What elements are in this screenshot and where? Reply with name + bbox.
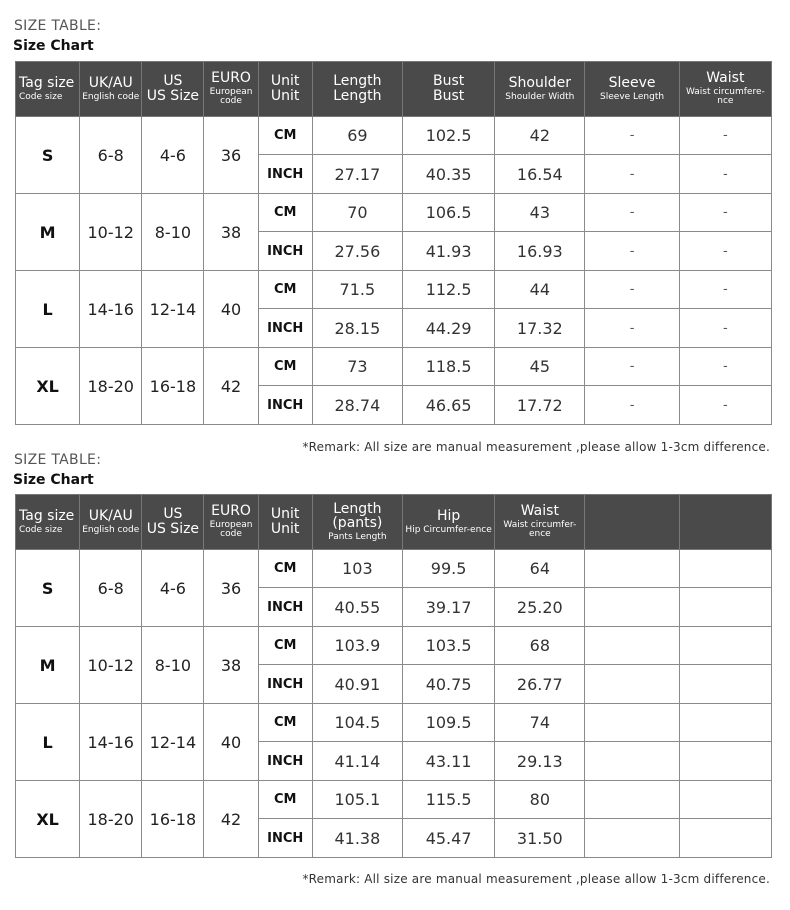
unit-cm-cell: CM xyxy=(258,627,312,665)
bust-cell: 102.5 xyxy=(402,117,494,155)
us-cell: 4-6 xyxy=(142,550,204,627)
waist-cell: - xyxy=(679,194,771,232)
size-tag-cell: M xyxy=(16,194,80,271)
header-us: US US Size xyxy=(142,495,204,550)
waist-cell: 74 xyxy=(495,704,585,742)
length-cell: 103.9 xyxy=(312,627,402,665)
hip-cell: 99.5 xyxy=(402,550,494,588)
length-cell: 40.91 xyxy=(312,665,402,704)
header-tag-size: Tag size Code size xyxy=(16,62,80,117)
unit-inch-cell: INCH xyxy=(258,232,312,271)
uk-au-cell: 14-16 xyxy=(80,704,142,781)
empty-cell xyxy=(585,588,679,627)
length-cell: 71.5 xyxy=(312,271,402,309)
us-cell: 16-18 xyxy=(142,348,204,425)
size-table xyxy=(15,494,772,858)
euro-cell: 40 xyxy=(204,271,258,348)
size-tag-cell: L xyxy=(16,271,80,348)
sleeve-cell: - xyxy=(585,194,679,232)
euro-cell: 36 xyxy=(204,117,258,194)
unit-inch-cell: INCH xyxy=(258,386,312,425)
shoulder-cell: 17.32 xyxy=(495,309,585,348)
length-cell: 105.1 xyxy=(312,781,402,819)
size-tag-cell: S xyxy=(16,550,80,627)
length-cell: 104.5 xyxy=(312,704,402,742)
waist-cell: 31.50 xyxy=(495,819,585,858)
uk-au-cell: 18-20 xyxy=(80,348,142,425)
waist-cell: - xyxy=(679,155,771,194)
sleeve-cell: - xyxy=(585,155,679,194)
length-cell: 70 xyxy=(312,194,402,232)
empty-cell xyxy=(679,704,771,742)
empty-cell xyxy=(679,550,771,588)
waist-cell: - xyxy=(679,271,771,309)
waist-cell: - xyxy=(679,117,771,155)
unit-inch-cell: INCH xyxy=(258,819,312,858)
waist-cell: 64 xyxy=(495,550,585,588)
waist-cell: 68 xyxy=(495,627,585,665)
empty-cell xyxy=(585,781,679,819)
table-body xyxy=(16,550,772,858)
waist-cell: - xyxy=(679,348,771,386)
sleeve-cell: - xyxy=(585,309,679,348)
waist-cell: 29.13 xyxy=(495,742,585,781)
header-row xyxy=(16,495,772,550)
length-cell: 28.74 xyxy=(312,386,402,425)
remark-note: *Remark: All size are manual measurement ,please allow 1-3cm difference. xyxy=(302,440,770,454)
header-unit: Unit Unit xyxy=(258,495,312,550)
table-row xyxy=(16,627,772,665)
sleeve-cell: - xyxy=(585,117,679,155)
header-empty xyxy=(679,495,771,550)
shoulder-cell: 16.54 xyxy=(495,155,585,194)
remark-note: *Remark: All size are manual measurement ,please allow 1-3cm difference. xyxy=(302,872,770,886)
header-uk-au: UK/AU English code xyxy=(80,495,142,550)
bust-cell: 41.93 xyxy=(402,232,494,271)
empty-cell xyxy=(679,665,771,704)
waist-cell: - xyxy=(679,386,771,425)
header-uk-au: UK/AU English code xyxy=(80,62,142,117)
header-tag-size: Tag size Code size xyxy=(16,495,80,550)
length-cell: 41.38 xyxy=(312,819,402,858)
header-waist: Waist Waist circumfere-nce xyxy=(679,62,771,117)
empty-cell xyxy=(585,704,679,742)
unit-inch-cell: INCH xyxy=(258,742,312,781)
length-cell: 73 xyxy=(312,348,402,386)
hip-cell: 115.5 xyxy=(402,781,494,819)
hip-cell: 103.5 xyxy=(402,627,494,665)
size-tag-cell: XL xyxy=(16,781,80,858)
bust-cell: 118.5 xyxy=(402,348,494,386)
empty-cell xyxy=(679,742,771,781)
bust-cell: 106.5 xyxy=(402,194,494,232)
header-waist: Waist Waist circumfer-ence xyxy=(495,495,585,550)
section-subtitle: Size Chart xyxy=(13,38,94,54)
shoulder-cell: 44 xyxy=(495,271,585,309)
waist-cell: - xyxy=(679,309,771,348)
length-cell: 28.15 xyxy=(312,309,402,348)
uk-au-cell: 6-8 xyxy=(80,550,142,627)
waist-cell: 25.20 xyxy=(495,588,585,627)
empty-cell xyxy=(585,742,679,781)
table-row xyxy=(16,704,772,742)
size-tag-cell: XL xyxy=(16,348,80,425)
sleeve-cell: - xyxy=(585,271,679,309)
header-euro: EURO European code xyxy=(204,62,258,117)
length-cell: 103 xyxy=(312,550,402,588)
unit-cm-cell: CM xyxy=(258,271,312,309)
bust-cell: 112.5 xyxy=(402,271,494,309)
euro-cell: 42 xyxy=(204,781,258,858)
waist-cell: 80 xyxy=(495,781,585,819)
empty-cell xyxy=(679,781,771,819)
section-title: SIZE TABLE: xyxy=(14,452,102,468)
hip-cell: 43.11 xyxy=(402,742,494,781)
empty-cell xyxy=(585,550,679,588)
length-cell: 40.55 xyxy=(312,588,402,627)
euro-cell: 36 xyxy=(204,550,258,627)
hip-cell: 109.5 xyxy=(402,704,494,742)
bust-cell: 46.65 xyxy=(402,386,494,425)
header-length-pants: Length (pants) Pants Length xyxy=(312,495,402,550)
empty-cell xyxy=(585,819,679,858)
unit-inch-cell: INCH xyxy=(258,155,312,194)
shoulder-cell: 42 xyxy=(495,117,585,155)
sleeve-cell: - xyxy=(585,386,679,425)
us-cell: 12-14 xyxy=(142,271,204,348)
hip-cell: 40.75 xyxy=(402,665,494,704)
unit-cm-cell: CM xyxy=(258,781,312,819)
shoulder-cell: 45 xyxy=(495,348,585,386)
uk-au-cell: 10-12 xyxy=(80,627,142,704)
header-us: US US Size xyxy=(142,62,204,117)
shoulder-cell: 43 xyxy=(495,194,585,232)
shoulder-cell: 16.93 xyxy=(495,232,585,271)
euro-cell: 40 xyxy=(204,704,258,781)
section-title: SIZE TABLE: xyxy=(14,18,102,34)
header-sleeve: Sleeve Sleeve Length xyxy=(585,62,679,117)
length-cell: 41.14 xyxy=(312,742,402,781)
section-subtitle: Size Chart xyxy=(13,472,94,488)
sleeve-cell: - xyxy=(585,232,679,271)
unit-cm-cell: CM xyxy=(258,550,312,588)
header-euro: EURO European code xyxy=(204,495,258,550)
size-tag-cell: L xyxy=(16,704,80,781)
unit-inch-cell: INCH xyxy=(258,588,312,627)
unit-inch-cell: INCH xyxy=(258,665,312,704)
waist-cell: - xyxy=(679,232,771,271)
header-bust: Bust Bust xyxy=(402,62,494,117)
us-cell: 16-18 xyxy=(142,781,204,858)
us-cell: 8-10 xyxy=(142,194,204,271)
unit-cm-cell: CM xyxy=(258,704,312,742)
empty-cell xyxy=(679,819,771,858)
empty-cell xyxy=(679,627,771,665)
table-row xyxy=(16,550,772,588)
us-cell: 8-10 xyxy=(142,627,204,704)
euro-cell: 42 xyxy=(204,348,258,425)
sleeve-cell: - xyxy=(585,348,679,386)
hip-cell: 39.17 xyxy=(402,588,494,627)
length-cell: 69 xyxy=(312,117,402,155)
empty-cell xyxy=(679,588,771,627)
table-row xyxy=(16,781,772,819)
uk-au-cell: 6-8 xyxy=(80,117,142,194)
us-cell: 12-14 xyxy=(142,704,204,781)
us-cell: 4-6 xyxy=(142,117,204,194)
size-tag-cell: M xyxy=(16,627,80,704)
header-length: Length Length xyxy=(312,62,402,117)
length-cell: 27.17 xyxy=(312,155,402,194)
waist-cell: 26.77 xyxy=(495,665,585,704)
header-empty xyxy=(585,495,679,550)
uk-au-cell: 18-20 xyxy=(80,781,142,858)
header-unit: Unit Unit xyxy=(258,62,312,117)
header-hip: Hip Hip Circumfer-ence xyxy=(402,495,494,550)
unit-cm-cell: CM xyxy=(258,194,312,232)
unit-cm-cell: CM xyxy=(258,348,312,386)
unit-cm-cell: CM xyxy=(258,117,312,155)
uk-au-cell: 10-12 xyxy=(80,194,142,271)
size-tag-cell: S xyxy=(16,117,80,194)
bust-cell: 44.29 xyxy=(402,309,494,348)
uk-au-cell: 14-16 xyxy=(80,271,142,348)
euro-cell: 38 xyxy=(204,194,258,271)
euro-cell: 38 xyxy=(204,627,258,704)
shoulder-cell: 17.72 xyxy=(495,386,585,425)
hip-cell: 45.47 xyxy=(402,819,494,858)
bust-cell: 40.35 xyxy=(402,155,494,194)
length-cell: 27.56 xyxy=(312,232,402,271)
unit-inch-cell: INCH xyxy=(258,309,312,348)
empty-cell xyxy=(585,665,679,704)
empty-cell xyxy=(585,627,679,665)
header-shoulder: Shoulder Shoulder Width xyxy=(495,62,585,117)
